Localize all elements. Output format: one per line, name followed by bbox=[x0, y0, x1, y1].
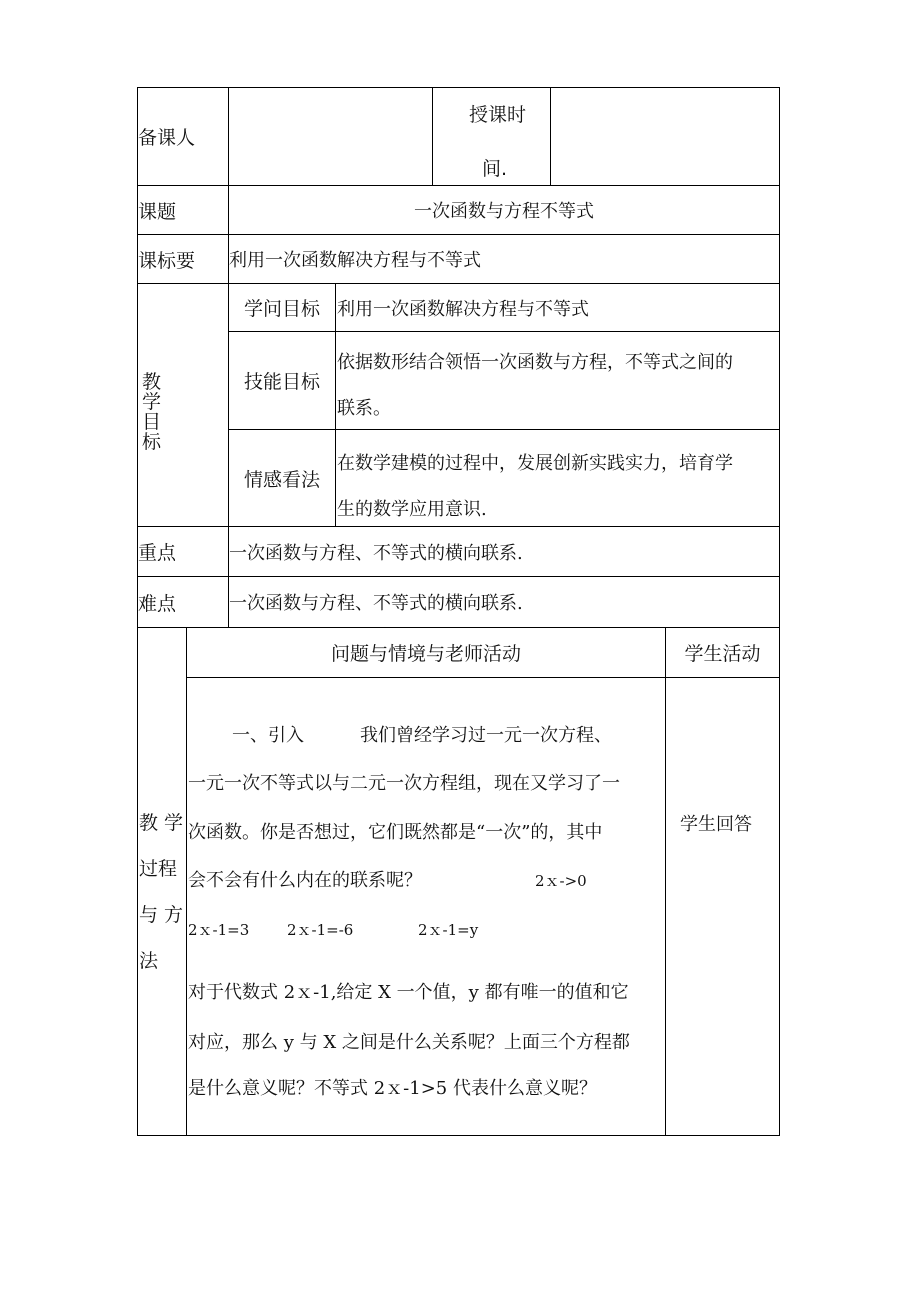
vline bbox=[665, 627, 666, 1136]
topic-label: 课题 bbox=[138, 200, 177, 223]
intro-heading: 一、引入 bbox=[232, 725, 304, 746]
knowledge-label: 学问目标 bbox=[243, 298, 320, 320]
body-paragraph-line: 对于代数式 2ｘ-1,给定 X 一个值，y 都有唯一的值和它 bbox=[188, 982, 629, 1003]
equation: 2ｘ-1=-6 bbox=[287, 921, 354, 939]
time-label-line1: 授课时 bbox=[469, 104, 527, 126]
emotion-label: 情感看法 bbox=[243, 468, 320, 491]
process-label bbox=[139, 800, 187, 984]
emotion-value bbox=[337, 441, 779, 533]
inequality-expr: 2ｘ->0 bbox=[535, 872, 587, 890]
process-label-line: 法 bbox=[139, 950, 159, 972]
objectives-label bbox=[142, 372, 172, 452]
equation: 2ｘ-1=y bbox=[418, 921, 479, 939]
emotion-line: 在数学建模的过程中，发展创新实践实力，培育学 bbox=[337, 453, 733, 474]
time-value bbox=[551, 88, 779, 185]
intro-line: 会不会有什么内在的联系呢？ bbox=[188, 870, 422, 891]
preparer-label: 备课人 bbox=[138, 127, 196, 149]
preparer-value bbox=[229, 88, 432, 185]
topic-value: 一次函数与方程不等式 bbox=[414, 201, 594, 222]
objectives-char: 目 bbox=[142, 411, 162, 433]
hline bbox=[186, 677, 780, 678]
difficulty-value: 一次函数与方程、不等式的横向联系. bbox=[229, 593, 523, 614]
intro-line: 次函数。你是否想过，它们既然都是“一次”的，其中 bbox=[188, 822, 603, 843]
knowledge-value: 利用一次函数解决方程与不等式 bbox=[337, 298, 589, 320]
standard-label: 课标要 bbox=[138, 249, 196, 272]
process-label-line: 与 方 bbox=[139, 904, 184, 926]
body-paragraph-line: 是什么意义呢？不等式 2ｘ-1>5 代表什么意义呢？ bbox=[188, 1078, 597, 1099]
intro-line: 我们曾经学习过一元一次方程、 bbox=[360, 725, 612, 746]
time-label-line2: 间. bbox=[482, 158, 508, 180]
objectives-char: 教 bbox=[142, 371, 162, 393]
difficulty-label: 难点 bbox=[138, 592, 177, 615]
standard-value: 利用一次函数解决方程与不等式 bbox=[229, 250, 481, 271]
process-label-line: 教 学 bbox=[139, 812, 184, 834]
vline bbox=[335, 283, 336, 526]
skill-value bbox=[337, 340, 779, 432]
emotion-line: 生的数学应用意识. bbox=[337, 499, 487, 520]
skill-line: 联系。 bbox=[337, 398, 391, 419]
student-column-header: 学生活动 bbox=[684, 643, 761, 665]
vline bbox=[432, 87, 433, 185]
intro-line: 一元一次不等式以与二元一次方程组，现在又学习了一 bbox=[188, 773, 620, 794]
equation: 2ｘ-1=3 bbox=[188, 921, 250, 939]
body-paragraph-line: 对应，那么 y 与 X 之间是什么关系呢？上面三个方程都 bbox=[188, 1032, 630, 1053]
skill-line: 依据数形结合领悟一次函数与方程，不等式之间的 bbox=[337, 352, 733, 373]
skill-label: 技能目标 bbox=[243, 371, 320, 393]
objectives-char: 标 bbox=[142, 431, 162, 453]
key-point-value: 一次函数与方程、不等式的横向联系. bbox=[229, 542, 523, 564]
vline bbox=[779, 87, 780, 1136]
key-point-label: 重点 bbox=[138, 542, 177, 564]
student-activity: 学生回答 bbox=[680, 814, 752, 835]
objectives-char: 学 bbox=[142, 391, 162, 413]
process-label-line: 过程 bbox=[139, 858, 178, 880]
activity-column-header: 问题与情境与老师活动 bbox=[330, 643, 521, 665]
hline bbox=[137, 1135, 780, 1136]
